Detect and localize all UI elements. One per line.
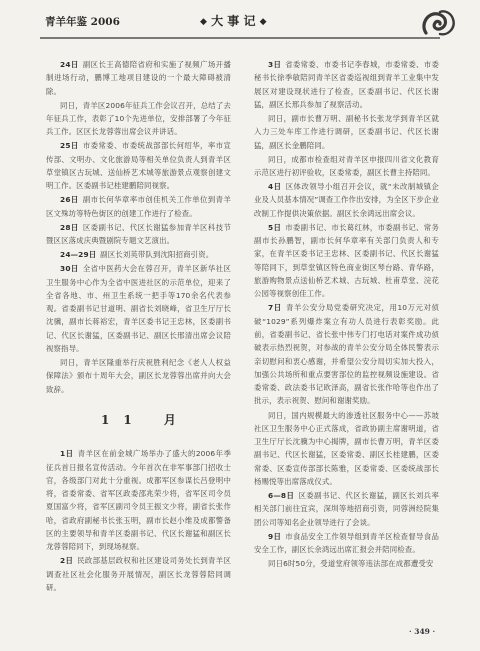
event-entry [254,180,439,220]
event-text: 市委副书记、市长葛红林，市委副书记、常务副市长孙鹏智，副市长何华章率有关部门负责人和专家，在青羊区委书记王忠林、区委副书记、代区长谢猛等陪同下，到草堂镇区特色商业街区琴台路、青华路，旅游购物景点送仙桥艺术城、古玩城、杜甫草堂、浣花公园等视察创佳工作。 [254,222,439,299]
event-entry [254,530,439,557]
event-entry [254,301,439,407]
event-date: 4日 [268,182,282,192]
event-text: 同日，国内规模最大的渗透社区服务中心——苏坡社区卫生服务中心正式落成，省政协副主席谢明道，省卫生厅厅长沈骥为中心揭牌，副市长曹万明，青羊区委副书记、代区长谢猛，区委常委、副区长桂建鹏，区委常委、区委宣传部部长陈雅，区委常委、区委统战部长杨赐悦等出席落成仪式。 [254,410,439,486]
event-date: 26日 [60,195,79,205]
event-entry [46,554,231,594]
page-header [0,0,480,44]
event-entry [254,112,439,152]
event-entry [254,221,439,301]
page-number: · 349 · [409,627,436,636]
november-entries [46,447,231,594]
event-date: 25日 [60,141,79,151]
event-date: 7日 [268,303,282,313]
running-head: 青羊年鉴 2006 [45,16,120,28]
event-date: 5日 [268,222,282,232]
right-column [254,58,439,571]
event-entry [46,248,231,261]
event-entry [254,489,439,529]
event-entry [46,262,231,355]
right-entries [254,58,439,570]
event-entry [46,447,231,553]
diamond-icon: ◆ [200,17,207,27]
event-text: 全省中医药大会在蓉召开，青羊区新华社区卫生服务中心作为全省中医进社区的示范单位，迎来了全省各地、市、州卫生系统一把手等170余名代表参观。省委副书记甘道明、副省长刘晓峰，省卫生厅厅长沈骥，副市长蒋裕宏，青羊区委书记王忠林，区委副书记、代区长谢猛，区委副书记、副区长邢清出席会议陪视察指导。 [46,264,231,354]
header-rule [40,37,440,39]
section-title-text: 大 事 记 [211,14,256,28]
event-text: 民政部基层政权和社区建设司务处长到青羊区调查社区社会化服务开展情况，副区长龙蓉蓉陪同调研。 [46,556,231,593]
event-text: 省委常委、市委书记李春城，市委常委、市委秘书长徐季敏陪同青羊区省委巡视组到青羊工业集中发展区对建设现状进行了检查，区委副书记、代区长谢猛，副区长邢兵参加了视察活动。 [254,60,439,109]
event-entry [46,139,231,192]
section-title [200,12,267,29]
event-text: 副区长刘英带队到沈阳招商引资。 [100,250,214,260]
event-date: 1日 [60,449,74,459]
event-date: 6—8日 [268,491,295,501]
diamond-icon: ◆ [259,17,267,27]
event-entry [254,153,439,180]
event-text: 同日6时50分，受道堂府领等违法部在成都遭受安 [268,559,434,569]
event-entry [46,356,231,396]
event-text: 同日，青羊区2006年征兵工作会议召开，总结了去年征兵工作，表彰了10个先进单位，安排部署了今年征兵工作。区区长龙蓉蓉出席会议并讲话。 [46,100,231,137]
event-text: 市食品安全工作领导组到青羊区检查督导食品安全工作，副区长余鸿远出席汇报会并陪同检查。 [254,531,439,555]
event-text: 青羊区在前金城广场举办了盛大的2006年季征兵首日报名宣传活动。今年首次在非军事部门招收士官，各级部门对此十分重视。成都军区参谋长吕登明中将，省委常委、省军区政委邵兆荣少将，省军区司令员夏国富少将，省军区副司令员王振文少将，副省长张作哈，省政府副秘书长张玉明，副市长赵小维及成都警备区的主要领导和青羊区委副书记、代区长谢猛和副区长龙蓉蓉陪同下，到现场视察。 [46,449,231,552]
event-text: 市委常委、市委统战部部长何绍华，率市宣传部、文明办、文化旅游局等相关单位负责人到青羊区草堂镇区古玩城、送仙桥艺术城等旅游景点观察创建文明工作。区委副书记桂建鹏陪同视察。 [46,141,231,191]
event-date: 30日 [60,264,79,274]
event-text: 同日，青羊区隆重举行庆祝胜利纪念《老人人权益保障法》颁布十周年大会，副区长龙蓉蓉出席并向大会致辞。 [46,358,231,394]
event-text: 区委副书记、代区长谢猛参加青羊区科技节暨区区落成庆典暨剧院专题文艺演出。 [46,222,231,246]
event-text: 区体改领导小组召开会议，就“未改制城镇企业及人员基本情况”调查工作作出安排，为全区下步企业改制工作提供决策依据。副区长余鸿远出席会议。 [254,182,439,218]
ornament-swirl-icon [418,6,458,40]
event-entry [46,58,231,98]
event-text: 同日，成都市检查组对青羊区申报四川省文化教育示范区进行初评验收，区委常委，副区长曹主持陪同。 [254,154,439,177]
event-entry [254,58,439,111]
event-date: 3日 [268,60,282,69]
event-date: 24日 [60,60,79,69]
event-date: 2日 [60,556,74,566]
event-entry [254,409,439,489]
month-heading: 11 月 [101,413,190,427]
event-entry [254,557,439,570]
event-date: 24—29日 [60,250,97,260]
event-text: 青羊公安分局党委研究决定，用10万元对侦破“1029”系列爆炸案立有功人员进行表彰奖励。此前，省委副书记、省长张中伟专门打电话对案件成功侦破表示热烈祝贺，对参战的青羊公安分局全体民警表示亲切慰问和衷心感谢，并希望公安分局切实加大投入，加强公共场所和重点要害部位的监控视频设施建设。省委常委、政法委书记欧泽高，副省长张作哈等也作出了批示，表示祝贺、慰问和谢谢奖励。 [254,303,440,406]
left-entries [46,58,231,396]
left-column [46,58,231,595]
event-entry [46,193,231,220]
event-entry [46,99,231,139]
event-text: 副市长何华章率市创佳机关工作单位到青羊区文殊坊等特色街区的创建工作进行了检查。 [46,195,231,218]
event-text: 同日，副市长曹万明、副秘书长张龙学到青羊区就入力三处车库工作进行调研，区委副书记、代区长谢猛，副区长金鹏陪同。 [254,113,439,150]
event-date: 28日 [60,222,79,232]
event-date: 9日 [268,531,282,541]
event-text: 副区长王高德陪省府和实施了视频广场开播制进场行动，鹏博工地项目建设的一个最大障碍被清除。 [46,60,231,96]
event-text: 区委副书记、代区长谢猛，副区长刘兵率相关部门前往宜宾，深圳等地招商引资，同蓉洲经院集团公司等知名企业领导进行了会谈。 [254,491,440,527]
event-entry [46,221,231,248]
